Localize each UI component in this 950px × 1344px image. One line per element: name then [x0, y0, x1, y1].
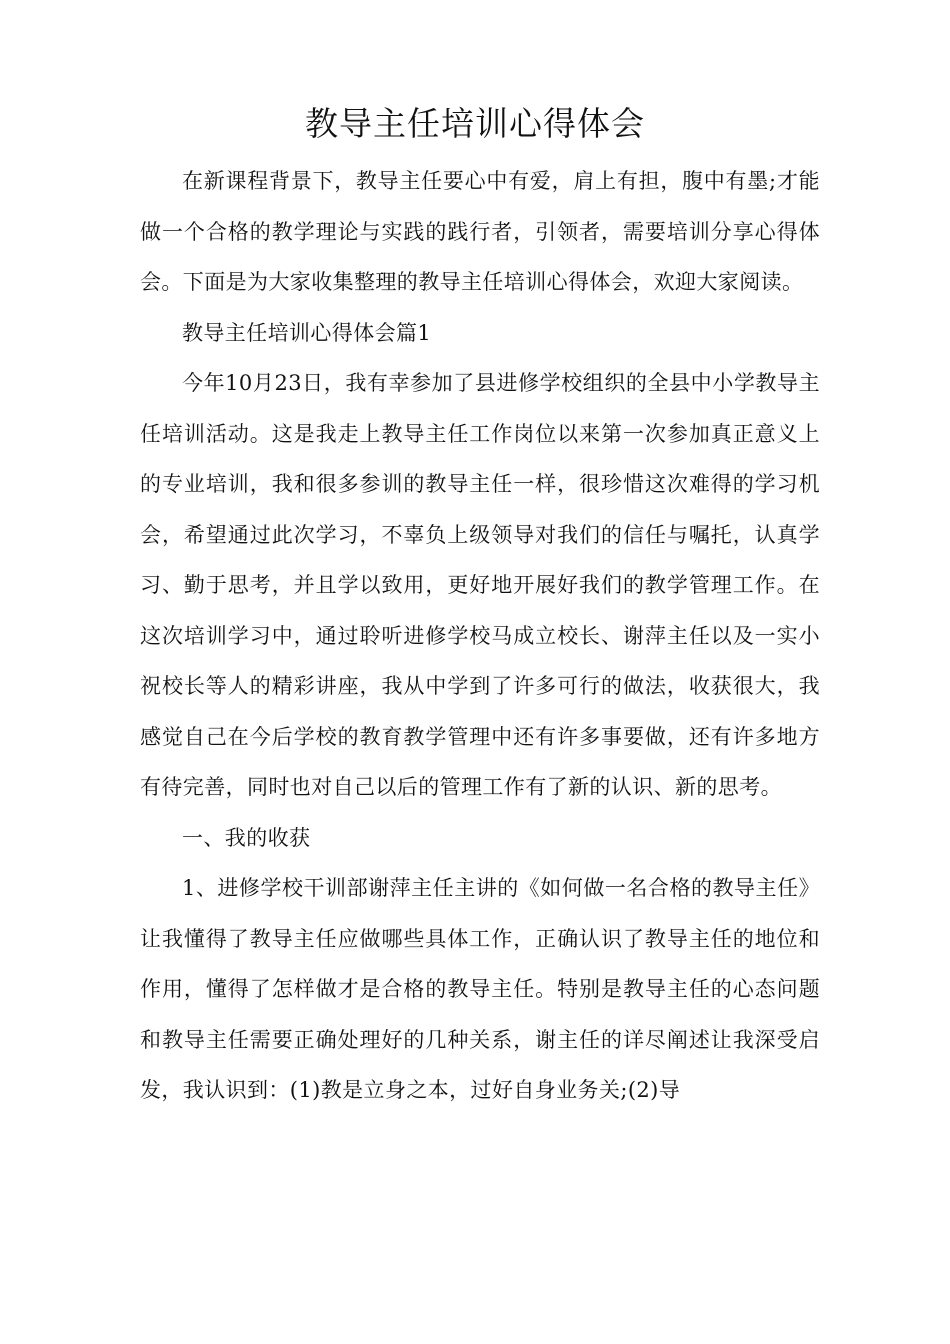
document-title: 教导主任培训心得体会 — [305, 104, 645, 143]
body-paragraph: 1、进修学校干训部谢萍主任主讲的《如何做一名合格的教导主任》让我懂得了教导主任应做哪些具体工作，正确认识了教导主任的地位和作用，懂得了怎样做才是合格的教导主任。特别是教导主任的心态问题和教导主任需要正确处理好的几种关系，谢主任的详尽阐述让我深受启发，我认识到：(1)教是立身之本，过好自身业务关;(2)导 — [140, 876, 820, 1102]
document-body — [140, 156, 820, 1116]
intro-paragraph: 在新课程背景下，教导主任要心中有爱，肩上有担，腹中有墨;才能做一个合格的教学理论与实践的践行者，引领者，需要培训分享心得体会。下面是为大家收集整理的教导主任培训心得体会，欢迎大家阅读。 — [140, 169, 820, 294]
subsection-heading: 一、我的收获 — [182, 825, 311, 850]
body-paragraph: 今年10月23日，我有幸参加了县进修学校组织的全县中小学教导主任培训活动。这是我走上教导主任工作岗位以来第一次参加真正意义上的专业培训，我和很多参训的教导主任一样，很珍惜这次难得的学习机会，希望通过此次学习，不辜负上级领导对我们的信任与嘱托，认真学习、勤于思考，并且学以致用，更好地开展好我们的教学管理工作。在这次培训学习中，通过聆听进修学校马成立校长、谢萍主任以及一实小祝校长等人的精彩讲座，我从中学到了许多可行的做法，收获很大，我感觉自己在今后学校的教育教学管理中还有许多事要做，还有许多地方有待完善，同时也对自己以后的管理工作有了新的认识、新的思考。 — [140, 371, 820, 799]
section-heading: 教导主任培训心得体会篇1 — [182, 320, 432, 345]
